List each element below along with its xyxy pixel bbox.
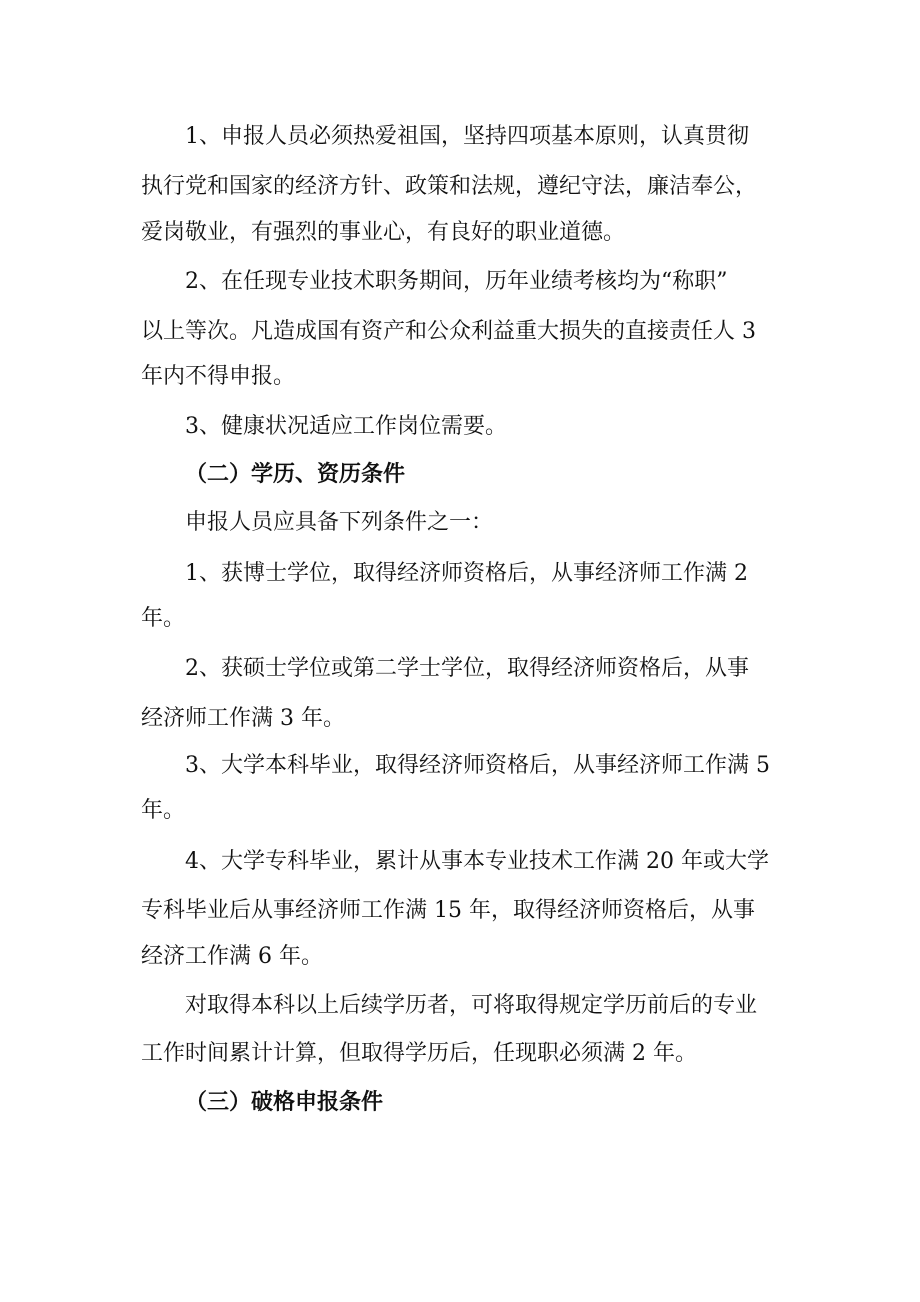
paragraph-line: 1、获博士学位，取得经济师资格后，从事经济师工作满 2 (185, 561, 748, 586)
paragraph-line: 对取得本科以上后续学历者，可将取得规定学历前后的专业 (185, 993, 758, 1018)
paragraph-line: 爱岗敬业，有强烈的事业心，有良好的职业道德。 (141, 220, 626, 245)
paragraph-line: 申报人员应具备下列条件之一： (185, 510, 494, 535)
paragraph-line: 2、在任现专业技术职务期间，历年业绩考核均为“称职” (185, 269, 728, 294)
paragraph-line: 以上等次。凡造成国有资产和公众利益重大损失的直接责任人 3 (141, 319, 756, 344)
paragraph-line: 1、申报人员必须热爱祖国，坚持四项基本原则，认真贯彻 (185, 124, 749, 149)
paragraph-line: 经济工作满 6 年。 (141, 944, 323, 969)
paragraph-line: 年。 (141, 606, 186, 631)
paragraph-line: 年。 (141, 798, 186, 823)
paragraph-line: 3、健康状况适应工作岗位需要。 (185, 414, 507, 439)
paragraph-line: 年内不得申报。 (141, 364, 296, 389)
paragraph-line: 经济师工作满 3 年。 (141, 706, 345, 731)
paragraph-line: 3、大学本科毕业，取得经济师资格后，从事经济师工作满 5 (185, 753, 770, 778)
section-heading: （三）破格申报条件 (185, 1089, 384, 1115)
paragraph-line: 工作时间累计计算，但取得学历后，任现职必须满 2 年。 (141, 1041, 697, 1066)
paragraph-line: 2、获硕士学位或第二学士学位，取得经济师资格后，从事 (185, 656, 749, 681)
paragraph-line: 执行党和国家的经济方针、政策和法规，遵纪守法，廉洁奉公， (141, 174, 758, 199)
section-heading: （二）学历、资历条件 (185, 461, 406, 487)
paragraph-line: 4、大学专科毕业，累计从事本专业技术工作满 20 年或大学 (185, 849, 769, 874)
paragraph-line: 专科毕业后从事经济师工作满 15 年，取得经济师资格后，从事 (141, 898, 755, 923)
